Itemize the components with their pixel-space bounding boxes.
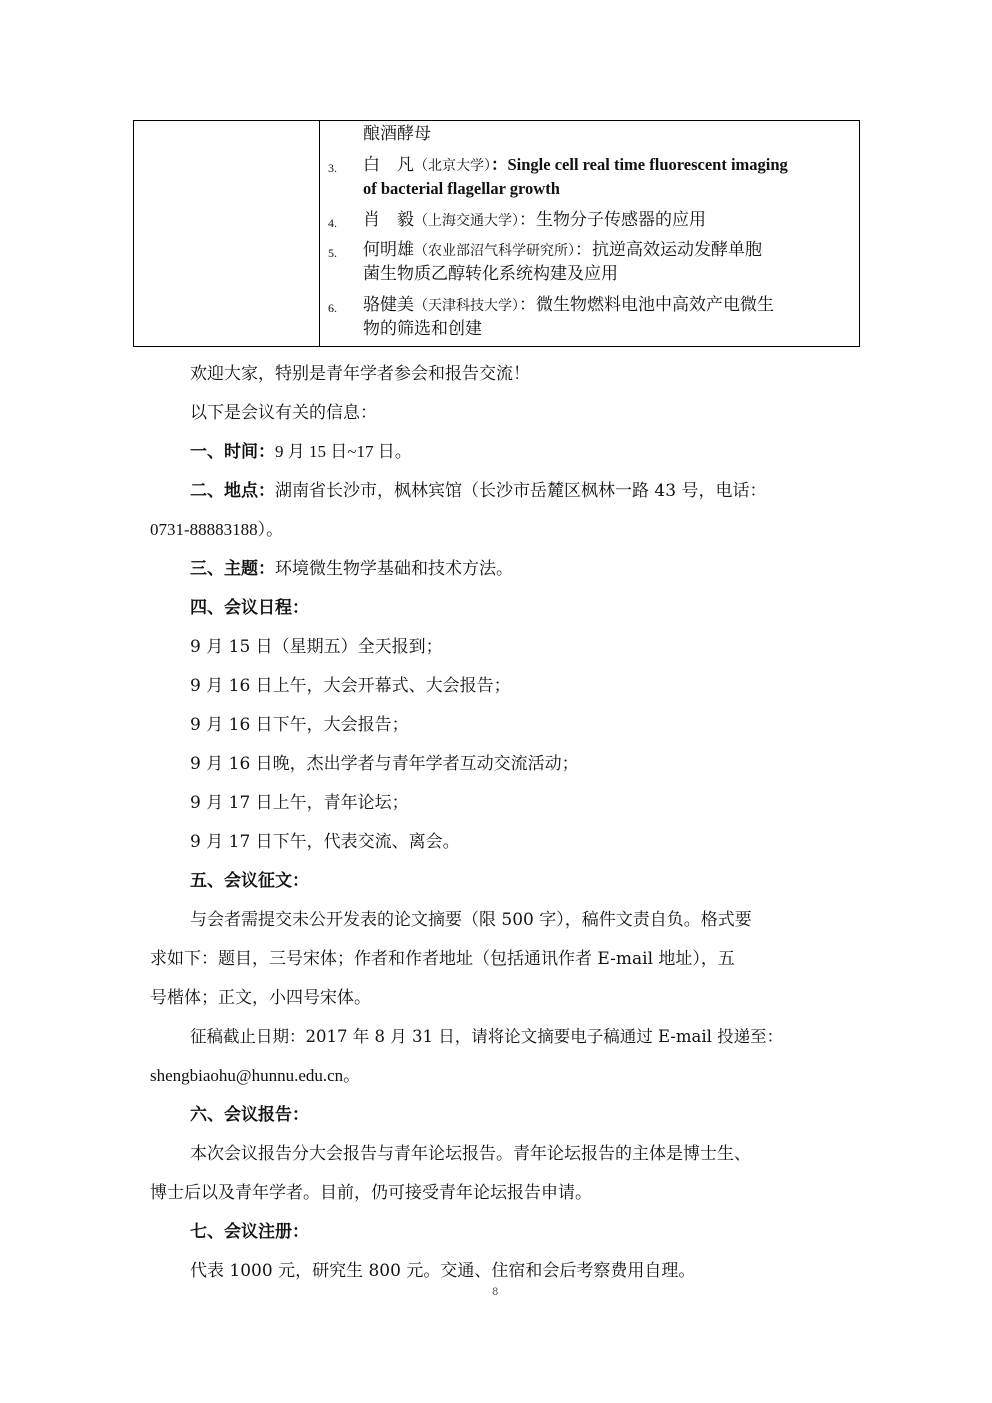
item-2-continuation: 酿酒酵母 — [363, 124, 431, 144]
reports-text-line: 博士后以及青年学者。目前，仍可接受青年论坛报告申请。 — [150, 1183, 592, 1203]
section-heading: 一、时间： — [190, 442, 275, 462]
section-text: 9 月 15 日~17 日。 — [275, 442, 412, 461]
list-item — [328, 296, 337, 319]
speaker-affiliation: （上海交通大学） — [414, 213, 519, 229]
speaker-affiliation: （天津科技大学） — [414, 298, 519, 314]
item-number: 6. — [328, 301, 337, 315]
section-location-line-2: 0731-88883188）。 — [150, 520, 284, 539]
section-text: 湖南省长沙市，枫林宾馆（长沙市岳麓区枫林一路 43 号，电话： — [275, 481, 767, 501]
schedule-item: 9 月 16 日上午，大会开幕式、大会报告； — [190, 676, 511, 696]
item-5-line-1 — [363, 239, 762, 262]
talk-title: ：微生物燃料电池中高效产电微生 — [519, 295, 774, 315]
item-4-line-1 — [363, 209, 706, 232]
table-right-cell — [320, 121, 859, 346]
speaker-name: 白 凡 — [363, 155, 414, 175]
email-link[interactable]: shengbiaohu@hunnu.edu.cn。 — [150, 1066, 361, 1085]
item-number: 4. — [328, 216, 337, 230]
item-6-line-1 — [363, 294, 774, 317]
page-number: 8 — [492, 1287, 499, 1298]
list-item — [328, 156, 337, 179]
item-3-line-1 — [363, 154, 788, 177]
schedule-item: 9 月 16 日下午，大会报告； — [190, 715, 409, 735]
item-number: 3. — [328, 161, 337, 175]
item-6-line-2: 物的筛选和创建 — [363, 319, 482, 339]
section-schedule-heading: 四、会议日程： — [190, 598, 309, 618]
talk-title: ：抗逆高效运动发酵单胞 — [575, 240, 762, 260]
papers-text-line: 与会者需提交未公开发表的论文摘要（限 500 字），稿件文责自负。格式要 — [190, 910, 752, 930]
section-papers-heading: 五、会议征文： — [190, 871, 309, 891]
item-number: 5. — [328, 246, 337, 260]
section-theme — [190, 557, 513, 581]
intro-text: 以下是会议有关的信息： — [190, 403, 377, 423]
section-text: 环境微生物学基础和技术方法。 — [275, 559, 513, 579]
schedule-item: 9 月 15 日（星期五）全天报到； — [190, 637, 443, 657]
section-time — [190, 440, 412, 464]
welcome-text: 欢迎大家，特别是青年学者参会和报告交流！ — [190, 364, 530, 384]
section-heading: 三、主题： — [190, 559, 275, 579]
speaker-affiliation: （农业部沼气科学研究所） — [414, 243, 575, 259]
reports-text-line: 本次会议报告分大会报告与青年论坛报告。青年论坛报告的主体是博士生、 — [190, 1144, 751, 1164]
deadline-text: 征稿截止日期：2017 年 8 月 31 日，请将论文摘要电子稿通过 E-mail 投递至： — [190, 1027, 784, 1046]
section-reports-heading: 六、会议报告： — [190, 1105, 309, 1125]
speaker-name: 何明雄 — [363, 240, 414, 260]
section-heading: 二、地点： — [190, 481, 275, 501]
section-registration-heading: 七、会议注册： — [190, 1222, 309, 1242]
list-item — [328, 241, 337, 264]
speaker-table — [133, 120, 860, 347]
item-3-line-2: of bacterial flagellar growth — [363, 179, 560, 198]
papers-text-line: 号楷体；正文，小四号宋体。 — [150, 988, 371, 1008]
registration-text: 代表 1000 元，研究生 800 元。交通、住宿和会后考察费用自理。 — [190, 1261, 696, 1281]
speaker-affiliation: （北京大学） — [414, 158, 491, 174]
talk-title: ：生物分子传感器的应用 — [519, 210, 706, 230]
schedule-item: 9 月 16 日晚，杰出学者与青年学者互动交流活动； — [190, 754, 579, 774]
talk-title: ：Single cell real time fluorescent imaging — [491, 155, 788, 174]
item-5-line-2: 菌生物质乙醇转化系统构建及应用 — [363, 264, 618, 284]
list-item — [328, 211, 337, 234]
schedule-item: 9 月 17 日上午，青年论坛； — [190, 793, 409, 813]
speaker-name: 骆健美 — [363, 295, 414, 315]
speaker-name: 肖 毅 — [363, 210, 414, 230]
schedule-item: 9 月 17 日下午，代表交流、离会。 — [190, 832, 460, 852]
papers-text-line: 求如下：题目，三号宋体；作者和作者地址（包括通讯作者 E-mail 地址），五 — [150, 949, 735, 969]
section-location — [190, 479, 766, 503]
